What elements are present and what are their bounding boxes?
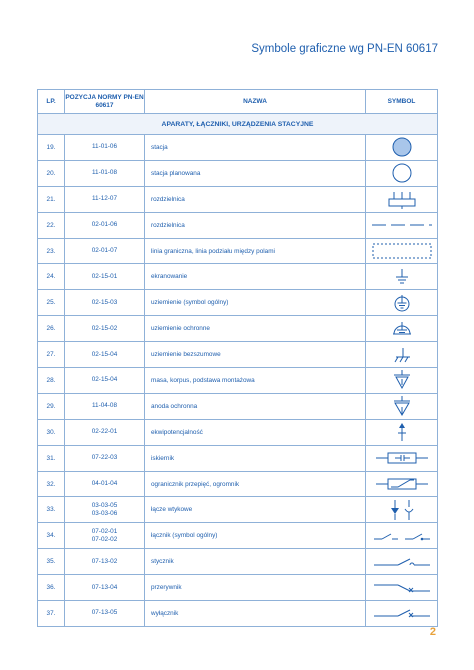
row-lp: 31. bbox=[38, 445, 65, 471]
section-title: APARATY, ŁĄCZNIKI, URZĄDZENIA STACYJNE bbox=[38, 114, 438, 135]
page-title: Symbole graficzne wg PN-EN 60617 bbox=[251, 43, 438, 55]
row-name: przerywnik bbox=[145, 575, 366, 601]
row-lp: 19. bbox=[38, 135, 65, 161]
filled-circle-icon bbox=[366, 135, 438, 161]
row-position: 11-04-08 bbox=[65, 393, 145, 419]
table-row bbox=[38, 316, 438, 342]
row-lp: 37. bbox=[38, 601, 65, 627]
table-row bbox=[38, 238, 438, 264]
row-lp: 24. bbox=[38, 264, 65, 290]
row-position: 02-01-07 bbox=[65, 238, 145, 264]
table-row bbox=[38, 368, 438, 394]
surge-arrester-icon bbox=[366, 471, 438, 497]
row-position: 02-15-03 bbox=[65, 290, 145, 316]
row-name: anoda ochronna bbox=[145, 393, 366, 419]
table-row bbox=[38, 135, 438, 161]
row-lp: 25. bbox=[38, 290, 65, 316]
row-name: rozdzielnica bbox=[145, 186, 366, 212]
row-lp: 23. bbox=[38, 238, 65, 264]
table-row bbox=[38, 419, 438, 445]
dashed-circle-icon bbox=[366, 160, 438, 186]
page-number: 2 bbox=[429, 626, 436, 638]
table-row bbox=[38, 471, 438, 497]
equipotential-icon bbox=[366, 419, 438, 445]
column-header-lp: LP. bbox=[38, 90, 65, 114]
row-position: 02-15-04 bbox=[65, 342, 145, 368]
row-position: 07-02-01 07-02-02 bbox=[65, 523, 145, 549]
row-lp: 32. bbox=[38, 471, 65, 497]
table-row bbox=[38, 575, 438, 601]
row-lp: 27. bbox=[38, 342, 65, 368]
row-lp: 29. bbox=[38, 393, 65, 419]
row-name: ekranowanie bbox=[145, 264, 366, 290]
earth-protective-icon bbox=[366, 316, 438, 342]
row-name: uziemienie (symbol ogólny) bbox=[145, 290, 366, 316]
row-name: stycznik bbox=[145, 549, 366, 575]
switchgear-comb-icon bbox=[366, 186, 438, 212]
row-lp: 34. bbox=[38, 523, 65, 549]
symbols-table bbox=[37, 89, 437, 627]
row-name: rozdzielnica bbox=[145, 212, 366, 238]
switch-general-icon bbox=[366, 523, 438, 549]
screening-icon bbox=[366, 264, 438, 290]
row-position: 11-01-06 bbox=[65, 135, 145, 161]
row-position: 07-22-03 bbox=[65, 445, 145, 471]
row-position: 03-03-05 03-03-06 bbox=[65, 497, 145, 523]
section-row bbox=[38, 114, 438, 135]
row-name: iskiernik bbox=[145, 445, 366, 471]
column-header-symbol: SYMBOL bbox=[366, 90, 438, 114]
row-position: 02-22-01 bbox=[65, 419, 145, 445]
table-row bbox=[38, 186, 438, 212]
table-row bbox=[38, 264, 438, 290]
dashed-line-icon bbox=[366, 212, 438, 238]
row-name: łącze wtykowe bbox=[145, 497, 366, 523]
circuit-breaker-icon bbox=[366, 601, 438, 627]
contactor-icon bbox=[366, 549, 438, 575]
row-position: 02-15-01 bbox=[65, 264, 145, 290]
row-position: 07-13-05 bbox=[65, 601, 145, 627]
row-lp: 30. bbox=[38, 419, 65, 445]
dashed-rectangle-icon bbox=[366, 238, 438, 264]
row-lp: 33. bbox=[38, 497, 65, 523]
row-name: uziemienie ochronne bbox=[145, 316, 366, 342]
table-row bbox=[38, 342, 438, 368]
row-name: ogranicznik przepięć, ogromnik bbox=[145, 471, 366, 497]
table-row bbox=[38, 445, 438, 471]
table-header-row bbox=[38, 90, 438, 114]
table-row bbox=[38, 393, 438, 419]
table-row bbox=[38, 523, 438, 549]
row-name: stacja bbox=[145, 135, 366, 161]
earth-noiseless-icon bbox=[366, 342, 438, 368]
row-name: stacja planowana bbox=[145, 160, 366, 186]
table-row bbox=[38, 497, 438, 523]
row-position: 11-12-07 bbox=[65, 186, 145, 212]
row-lp: 28. bbox=[38, 368, 65, 394]
table-row bbox=[38, 212, 438, 238]
interrupter-icon bbox=[366, 575, 438, 601]
row-name: masa, korpus, podstawa montażowa bbox=[145, 368, 366, 394]
row-lp: 22. bbox=[38, 212, 65, 238]
table-row bbox=[38, 160, 438, 186]
row-position: 02-01-06 bbox=[65, 212, 145, 238]
row-position: 02-15-04 bbox=[65, 368, 145, 394]
row-name: ekwipotencjalność bbox=[145, 419, 366, 445]
row-position: 07-13-02 bbox=[65, 549, 145, 575]
row-position: 07-13-04 bbox=[65, 575, 145, 601]
row-position: 04-01-04 bbox=[65, 471, 145, 497]
row-name: linia graniczna, linia podziału między polami bbox=[145, 238, 366, 264]
column-header-name: NAZWA bbox=[145, 90, 366, 114]
table-row bbox=[38, 290, 438, 316]
row-name: łącznik (symbol ogólny) bbox=[145, 523, 366, 549]
row-lp: 36. bbox=[38, 575, 65, 601]
table-row bbox=[38, 549, 438, 575]
chassis-icon bbox=[366, 368, 438, 394]
row-name: uziemienie bezszumowe bbox=[145, 342, 366, 368]
row-lp: 20. bbox=[38, 160, 65, 186]
column-header-position: POZYCJA NORMY PN-EN 60617 bbox=[65, 90, 145, 114]
row-lp: 26. bbox=[38, 316, 65, 342]
row-lp: 35. bbox=[38, 549, 65, 575]
table-row bbox=[38, 601, 438, 627]
row-name: wyłącznik bbox=[145, 601, 366, 627]
plug-connector-icon bbox=[366, 497, 438, 523]
spark-gap-icon bbox=[366, 445, 438, 471]
anode-icon bbox=[366, 393, 438, 419]
earth-general-icon bbox=[366, 290, 438, 316]
row-position: 02-15-02 bbox=[65, 316, 145, 342]
row-position: 11-01-08 bbox=[65, 160, 145, 186]
row-lp: 21. bbox=[38, 186, 65, 212]
